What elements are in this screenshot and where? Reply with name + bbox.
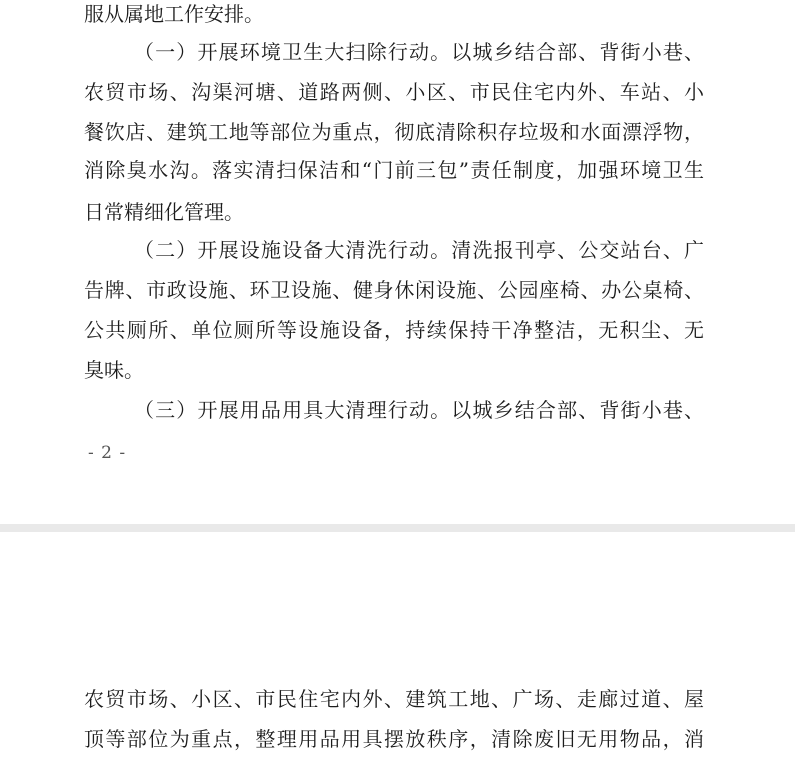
- section-heading-line: （三）开展用品用具大清理行动。以城乡结合部、背街小巷、: [134, 398, 704, 422]
- paragraph-line: 服从属地工作安排。: [84, 2, 264, 26]
- page-number: - 2 -: [88, 443, 127, 463]
- section-heading-line: （二）开展设施设备大清洗行动。清洗报刊亭、公交站台、广: [134, 238, 704, 262]
- paragraph-line: 农贸市场、小区、市民住宅内外、建筑工地、广场、走廊过道、屋: [84, 687, 704, 711]
- paragraph-line: 公共厕所、单位厕所等设施设备，持续保持干净整洁，无积尘、无: [84, 318, 704, 342]
- document-page-3: [0, 532, 795, 762]
- paragraph-line: 顶等部位为重点，整理用品用具摆放秩序，清除废旧无用物品，消: [84, 727, 704, 751]
- paragraph-line: 农贸市场、沟渠河塘、道路两侧、小区、市民住宅内外、车站、小: [84, 80, 704, 104]
- paragraph-line: 臭味。: [84, 358, 144, 382]
- paragraph-line: 餐饮店、建筑工地等部位为重点，彻底清除积存垃圾和水面漂浮物，: [84, 120, 704, 144]
- section-heading-line: （一）开展环境卫生大扫除行动。以城乡结合部、背街小巷、: [134, 40, 704, 64]
- paragraph-line: 日常精细化管理。: [84, 200, 244, 224]
- paragraph-line: 消除臭水沟。落实清扫保洁和“门前三包”责任制度，加强环境卫生: [84, 158, 704, 182]
- paragraph-line: 告牌、市政设施、环卫设施、健身休闲设施、公园座椅、办公桌椅、: [84, 278, 704, 302]
